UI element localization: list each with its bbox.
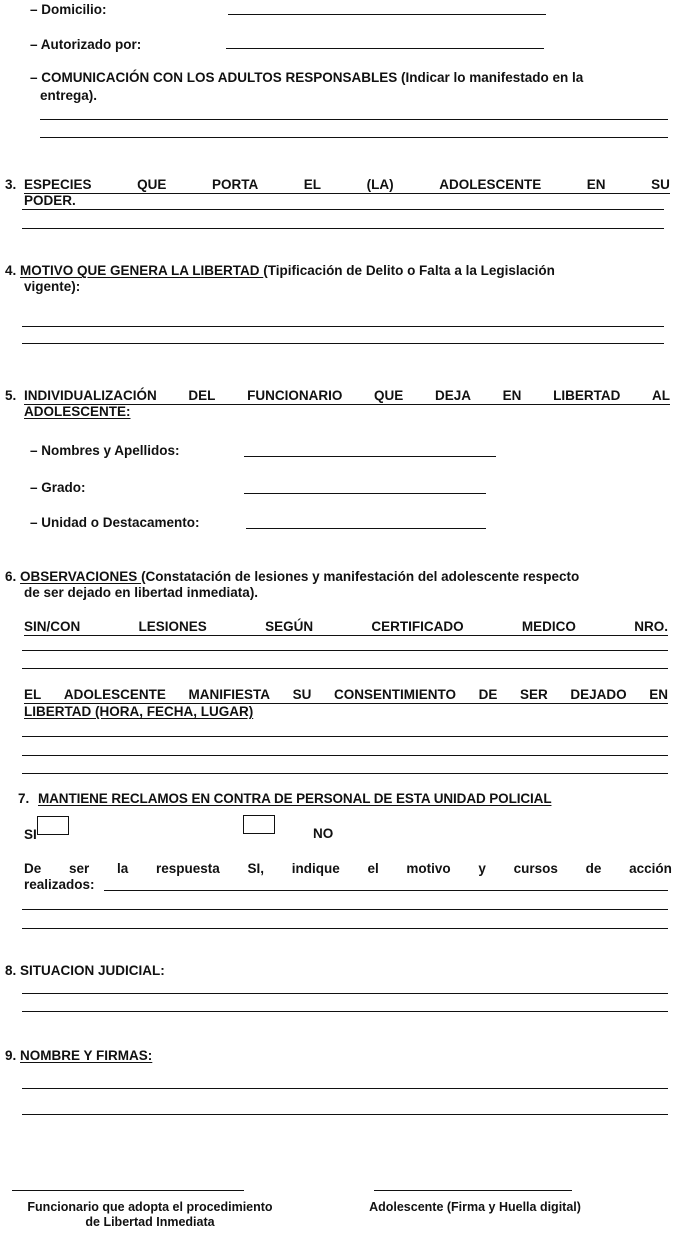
sec9-field-1[interactable]	[22, 1088, 668, 1089]
sec3-heading-word: (LA)	[366, 177, 394, 192]
sincon-field-1[interactable]	[22, 650, 668, 651]
sec4-title: MOTIVO QUE GENERA LA LIBERTAD	[20, 263, 264, 278]
grado-field[interactable]	[244, 493, 486, 494]
sec8-field-2[interactable]	[22, 1011, 668, 1012]
si-checkbox[interactable]	[37, 816, 69, 835]
signature-caption-line2: de Libertad Inmediata	[85, 1215, 215, 1229]
sec8-heading	[5, 963, 165, 979]
sec5-heading-word: INDIVIDUALIZACIÓN	[24, 388, 157, 403]
sincon-word: MEDICO	[521, 619, 576, 634]
sec5-heading-word: DEL	[188, 388, 216, 403]
si-label: SI	[24, 827, 37, 842]
sec7-question-word: el	[367, 861, 379, 876]
sec9-title: NOMBRE Y FIRMAS:	[20, 1048, 153, 1063]
sec4-field-2[interactable]	[22, 343, 664, 344]
sec4-note: (Tipificación de Delito o Falta a la Legislación	[263, 263, 555, 278]
manifiesta-line2: LIBERTAD (HORA, FECHA, LUGAR)	[24, 704, 254, 719]
sec4-line2: vigente):	[24, 279, 81, 294]
manifiesta-word: CONSENTIMIENTO	[333, 687, 456, 702]
nombres-label: – Nombres y Apellidos:	[30, 443, 180, 458]
sec4-heading	[5, 263, 555, 279]
sec7-question-word: motivo	[406, 861, 451, 876]
sec5-heading-word: LIBERTAD	[553, 388, 621, 403]
comunicacion-field-2[interactable]	[40, 137, 668, 138]
manifiesta-field-3[interactable]	[22, 773, 668, 774]
sec7-title: MANTIENE RECLAMOS EN CONTRA DE PERSONAL DE ESTA UNIDAD POLICIAL	[38, 791, 552, 806]
sec9-field-2[interactable]	[22, 1114, 668, 1115]
manifiesta-line	[24, 687, 668, 704]
comunicacion-line1: – COMUNICACIÓN CON LOS ADULTOS RESPONSABLES (Indicar lo manifestado en la	[30, 70, 584, 85]
sec9-number: 9.	[5, 1048, 17, 1063]
sec7-question-word: indique	[291, 861, 340, 876]
sec6-title: OBSERVACIONES	[20, 569, 142, 584]
sec3-heading-word: EN	[586, 177, 606, 192]
sec7-field-1[interactable]	[104, 890, 668, 891]
sec4-field-1[interactable]	[22, 326, 664, 327]
sec3-field-2[interactable]	[22, 228, 664, 229]
sec5-heading-word: QUE	[374, 388, 404, 403]
sec7-question	[24, 861, 672, 877]
sec5-heading-word: AL	[652, 388, 670, 403]
unidad-field[interactable]	[246, 528, 486, 529]
sincon-word: SEGÚN	[265, 619, 314, 634]
sec7-question-word: de	[585, 861, 602, 876]
grado-label: – Grado:	[30, 480, 86, 495]
autorizado-field[interactable]	[226, 48, 544, 49]
sec3-heading-word: QUE	[137, 177, 167, 192]
sec7-question-word: SI,	[247, 861, 264, 876]
sec3-heading-word: ESPECIES	[24, 177, 92, 192]
autorizado-label: – Autorizado por:	[30, 37, 142, 52]
signature-line-adolescente[interactable]	[374, 1190, 572, 1191]
sincon-word: LESIONES	[138, 619, 207, 634]
sec6-number: 6.	[5, 569, 17, 584]
sincon-word: SIN/CON	[24, 619, 81, 634]
unidad-label: – Unidad o Destacamento:	[30, 515, 200, 530]
sec3-heading-word: PORTA	[211, 177, 259, 192]
manifiesta-word: EL	[24, 687, 42, 702]
sec7-line2: realizados:	[24, 877, 95, 892]
sec3-heading-word: ADOLESCENTE	[439, 177, 542, 192]
sec7-question-word: De	[24, 861, 42, 876]
signature-caption-line1: Funcionario que adopta el procedimiento	[27, 1200, 273, 1214]
sec3-field-1[interactable]	[22, 209, 664, 210]
sec6-heading	[5, 569, 579, 585]
sec5-heading-word: DEJA	[434, 388, 471, 403]
sec8-field-1[interactable]	[22, 993, 668, 994]
manifiesta-word: ADOLESCENTE	[63, 687, 166, 702]
signature-line-funcionario[interactable]	[12, 1190, 244, 1191]
sec3-heading	[24, 177, 670, 194]
sec3-number: 3.	[5, 177, 17, 192]
sec5-heading-word: EN	[502, 388, 522, 403]
sec5-heading	[24, 388, 670, 405]
manifiesta-field-2[interactable]	[22, 755, 668, 756]
sec9-heading	[5, 1048, 152, 1064]
sec5-heading-word: FUNCIONARIO	[247, 388, 343, 403]
no-checkbox[interactable]	[243, 815, 275, 834]
sec7-question-word: la	[116, 861, 129, 876]
sec3-heading-word: EL	[303, 177, 322, 192]
manifiesta-word: DE	[478, 687, 498, 702]
sec7-question-word: cursos	[513, 861, 558, 876]
sec7-question-word: ser	[68, 861, 90, 876]
sec7-question-word: acción	[629, 861, 672, 876]
comunicacion-line2: entrega).	[40, 88, 98, 103]
sec5-number: 5.	[5, 388, 17, 403]
comunicacion-field-1[interactable]	[40, 119, 668, 120]
sec6-note: (Constatación de lesiones y manifestación del adolescente respecto	[141, 569, 580, 584]
manifiesta-word: SU	[292, 687, 312, 702]
domicilio-label: – Domicilio:	[30, 2, 107, 17]
manifiesta-field-1[interactable]	[22, 736, 668, 737]
sec6-line2: de ser dejado en libertad inmediata).	[24, 585, 259, 600]
sec8-title: SITUACION JUDICIAL:	[20, 963, 165, 978]
sec7-number: 7.	[18, 791, 30, 806]
sec3-line2: PODER.	[24, 193, 76, 208]
manifiesta-word: EN	[649, 687, 668, 702]
sec8-number: 8.	[5, 963, 17, 978]
sec5-line2: ADOLESCENTE:	[24, 404, 131, 419]
signature-caption-funcionario	[0, 1200, 300, 1230]
signature-caption-adolescente: Adolescente (Firma y Huella digital)	[369, 1200, 581, 1214]
manifiesta-word: SER	[519, 687, 548, 702]
no-label: NO	[313, 826, 334, 841]
sec7-field-3[interactable]	[22, 928, 668, 929]
nombres-field[interactable]	[244, 456, 496, 457]
sec7-question-word: y	[478, 861, 486, 876]
manifiesta-word: MANIFIESTA	[188, 687, 270, 702]
manifiesta-word: DEJADO	[570, 687, 627, 702]
sincon-line	[24, 619, 668, 636]
sec7-question-word: respuesta	[155, 861, 220, 876]
domicilio-field[interactable]	[228, 14, 546, 15]
sincon-word: NRO.	[634, 619, 668, 634]
sec4-number: 4.	[5, 263, 17, 278]
sec7-field-2[interactable]	[22, 909, 668, 910]
sec3-heading-word: SU	[651, 177, 670, 192]
sincon-field-2[interactable]	[22, 668, 668, 669]
sincon-word: CERTIFICADO	[371, 619, 464, 634]
